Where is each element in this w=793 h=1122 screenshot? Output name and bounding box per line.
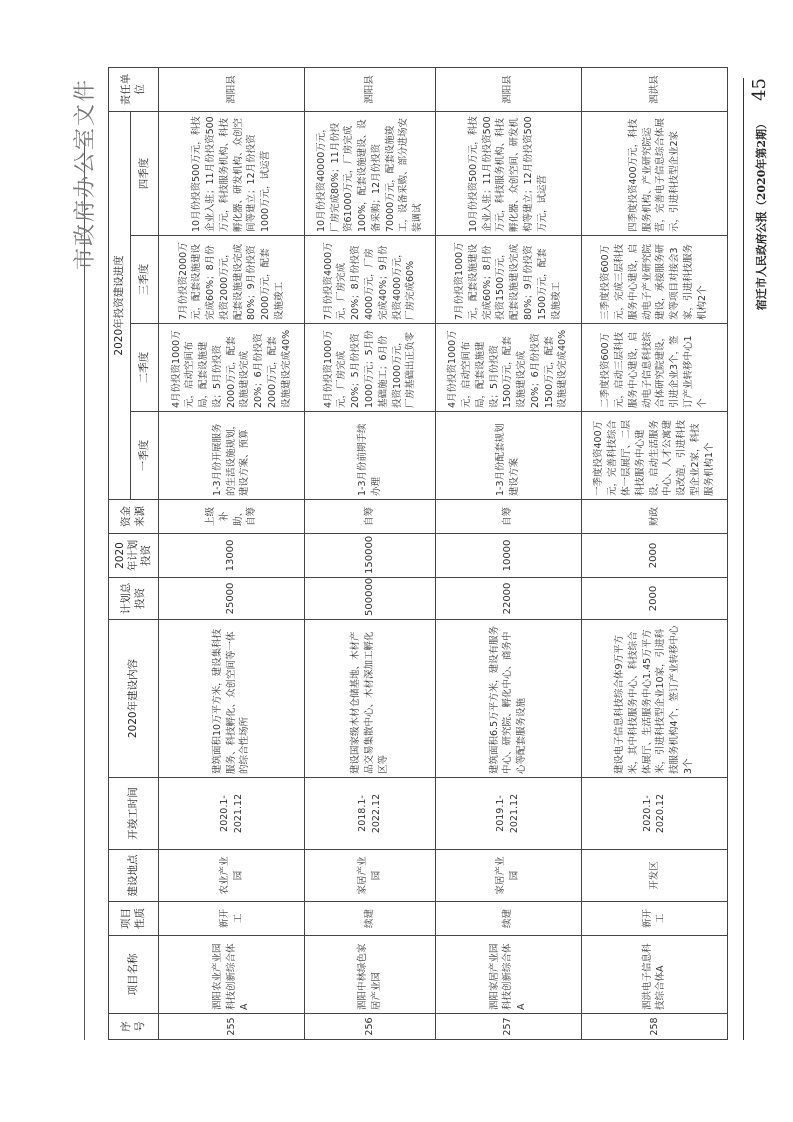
header-location: 建设地点	[109, 850, 159, 902]
cell-unit: 泗阳县	[435, 67, 581, 111]
header-q3: 三季度	[131, 236, 159, 324]
side-label-bar	[48, 78, 108, 1040]
cell-unit: 泗洪县	[581, 67, 727, 111]
cell-content: 建筑面积10万平方米，建设集科技服务、科技孵化、众创空间等一体的综合性场所	[159, 620, 305, 778]
header-progress-group: 2020年投资建设进度	[109, 111, 131, 499]
cell-name: 泗阳中林绿色家居产业园	[305, 936, 436, 1014]
table-row	[435, 67, 581, 1039]
cell-plan2020: 10000	[435, 534, 581, 578]
cell-nature: 新开工	[159, 902, 305, 936]
header-rule	[743, 78, 744, 1040]
running-header	[735, 78, 775, 1040]
cell-location: 家居产业园	[435, 850, 581, 902]
cell-no: 257	[435, 1014, 581, 1040]
table-row	[581, 67, 727, 1039]
cell-q1: 一季度投资400万元，完善科技综合体一层展厅、二层科技服务中心建设，启动生活服务中心、人才公寓建设改造，引进科技型企业2家，科技服务机构1个	[581, 412, 727, 500]
cell-content: 建筑面积6.5万平方米，建设有服务中心、研究院、孵化中心、商务中心等配套服务设施	[435, 620, 581, 778]
header-name: 项目名称	[109, 936, 159, 1014]
cell-fund: 财政	[581, 500, 727, 534]
cell-q3: 7月份投资4000万元，厂房完成20%；8月份投资4000万元，厂房完成40%；9月份投资4000万元，厂房完成60%	[305, 236, 436, 324]
cell-q2: 4月份投资1000万元，厂房完成20%；5月份投资1000万元；5月份基础施工；6月份投资1000万元，厂房基础出正负零	[305, 324, 436, 412]
cell-q1: 1-3月份配套规划建设方案	[435, 412, 581, 500]
cell-q1: 1-3月份开展服务的生活设施规划，建设方案、预算	[159, 412, 305, 500]
header-source: 宿迁市人民政府公报（2020年第2期）	[755, 118, 768, 311]
cell-q3: 7月份投资2000万元，配套设施建设完成60%；8月份投资2000万元，配套设施建设完成80%；9月份投资2000万元，配套设施竣工	[159, 236, 305, 324]
cell-location: 开发区	[581, 850, 727, 902]
cell-no: 258	[581, 1014, 727, 1040]
cell-plan2020: 13000	[159, 534, 305, 578]
side-rule	[84, 140, 85, 1040]
cell-total: 22000	[435, 578, 581, 620]
cell-name: 泗阳农业产业园科技创新综合体A	[159, 936, 305, 1014]
cell-q3: 7月份投资1000万元，配套设施建设完成60%；8月份投资1500万元，配套设施建设完成80%；9月份投资1500万元，配套设施竣工	[435, 236, 581, 324]
cell-period: 2020.1-2021.12	[159, 778, 305, 850]
cell-q2: 二季度投资600万元，启动三层科技服务中心建设，启动电子信息科技综合体研究院建设，引进企业3个，签订产业转移中心1个	[581, 324, 727, 412]
cell-total: 25000	[159, 578, 305, 620]
cell-q1: 1-3月份前期手续办理	[305, 412, 436, 500]
header-nature: 项目性质	[109, 902, 159, 936]
cell-plan2020: 150000	[305, 534, 436, 578]
cell-fund: 自筹	[305, 500, 436, 534]
cell-q4: 四季度投资400万元，科技服务机构、产业研究院运营，完善电子信息综合体展示，引进科技型企业2家	[581, 111, 727, 235]
header-content: 2020年建设内容	[109, 620, 159, 778]
cell-unit: 泗阳县	[159, 67, 305, 111]
cell-fund: 上级补助、自筹	[159, 500, 305, 534]
cell-nature: 续建	[305, 902, 436, 936]
header-total: 计划总投资	[109, 578, 159, 620]
cell-q3: 三季度投资600万元，完成三层科技服务中心建设，启动电子产业研究院建设，承接服务研发等项目对接会3家，引进科技服务机构2个	[581, 236, 727, 324]
table-row	[159, 67, 305, 1039]
cell-period: 2019.1-2021.12	[435, 778, 581, 850]
cell-name: 泗洪电子信息科技综合体A	[581, 936, 727, 1014]
header-period: 开竣工时间	[109, 778, 159, 850]
cell-nature: 续建	[435, 902, 581, 936]
page-number: 45	[749, 78, 770, 101]
table-row	[305, 67, 436, 1039]
cell-no: 256	[305, 1014, 436, 1040]
cell-period: 2018.1-2022.12	[305, 778, 436, 850]
cell-q2: 4月份投资1000万元，启动空间布局，配套设施建设；5月份投资1500万元，配套设施建设完成20%；6月份投资1500万元，配套设施建设完成40%	[435, 324, 581, 412]
cell-content: 建设国家级木材仓储基地、木材产品交易集散中心、木材深加工孵化区等	[305, 620, 436, 778]
header-q1: 一季度	[131, 412, 159, 500]
header-plan2020: 2020年计划投资	[109, 534, 159, 578]
cell-plan2020: 2000	[581, 534, 727, 578]
cell-period: 2020.1-2020.12	[581, 778, 727, 850]
cell-unit: 泗阳县	[305, 67, 436, 111]
cell-q2: 4月份投资1000万元，启动空间布局，配套设施建设；5月份投资2000万元，配套设施建设完成20%；6月份投资2000万元，配套设施建设完成40%	[159, 324, 305, 412]
cell-location: 家居产业园	[305, 850, 436, 902]
cell-total: 500000	[305, 578, 436, 620]
cell-nature: 新开工	[581, 902, 727, 936]
rotated-table-wrapper	[108, 73, 728, 1040]
cell-fund: 自筹	[435, 500, 581, 534]
cell-location: 农业产业园	[159, 850, 305, 902]
side-label: 市政府办公室文件	[73, 78, 98, 271]
header-q4: 四季度	[131, 111, 159, 235]
cell-q4: 10月份投资500万元，科技企业入驻；11月份投资500万元，科技服务机构、科技孵化器、众创空间、研发机构等建立；12月份投资500万元，试运营	[435, 111, 581, 235]
cell-q4: 10月份投资500万元，科技企业入驻；11月份投资500万元，科技服务机构、科技孵化器、研发机构、众创空间等建立；12月份投资1000万元，试运营	[159, 111, 305, 235]
header-q2: 二季度	[131, 324, 159, 412]
header-unit: 责任单位	[109, 67, 159, 111]
header-no: 序号	[109, 1014, 159, 1040]
investment-table	[108, 67, 728, 1040]
header-fund: 资金来源	[109, 500, 159, 534]
cell-q4: 10月份投资40000万元，厂房完成80%；11月份投资61000万元，厂房完成100%，配套设施建设、设备采购；12月份投资70000万元，配套设施竣工，设备采购、部分进场安装调试	[305, 111, 436, 235]
cell-name: 泗阳家居产业园科技创新综合体A	[435, 936, 581, 1014]
cell-content: 建设电子信息科技综合体9万平方米，其中科技服务中心、科技综合体展厅、生活服务中心1.45万平方米，引进科技型企业10家，引进科技服务机构4个，签订产业转移中心3个	[581, 620, 727, 778]
cell-no: 255	[159, 1014, 305, 1040]
cell-total: 2000	[581, 578, 727, 620]
